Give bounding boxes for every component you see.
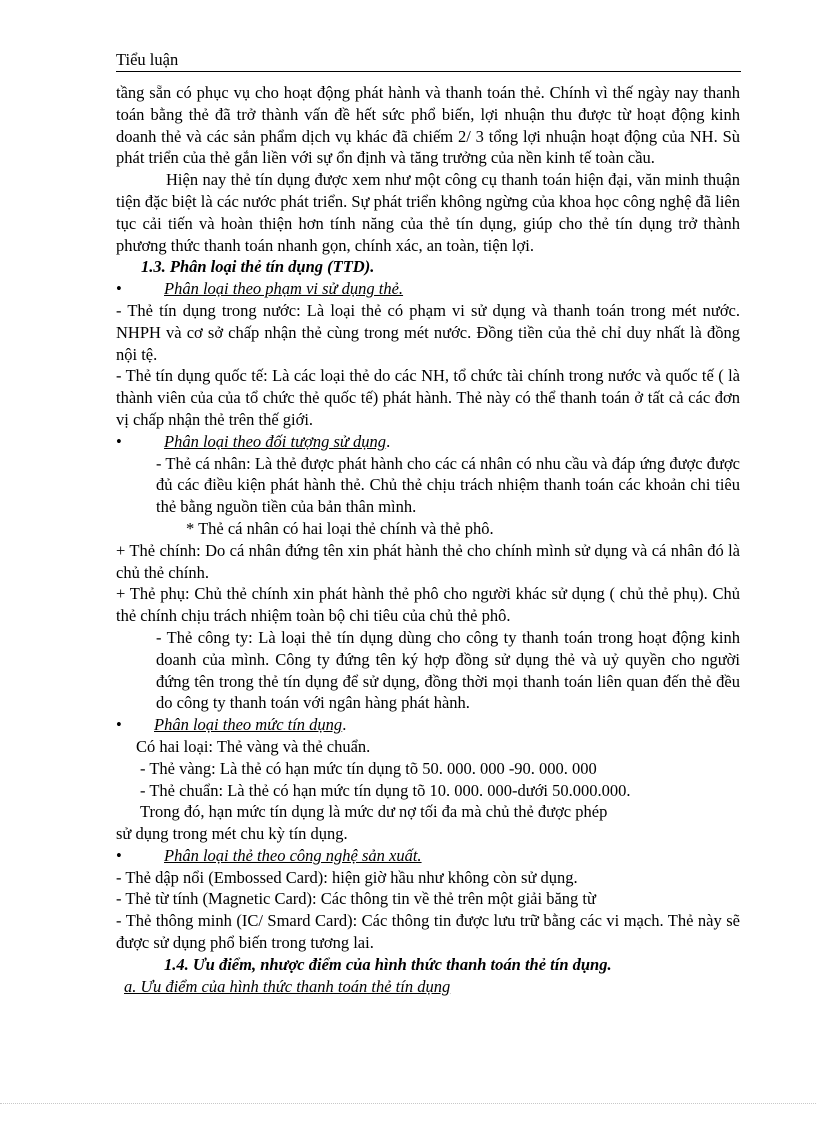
bullet-marker: • (116, 845, 122, 865)
company-card-text: - Thẻ công ty: Là loại thẻ tín dụng dùng cho công ty thanh toán trong hoạt động kinh doanh của mình. Công ty đứng tên ký hợp đồng sử dụng thẻ và uỷ quyền cho người đứng tên trong thẻ tín dụng để sử dụng, đồng thời mọi thanh toán liên quan đến thẻ đều do công ty thanh toán với ngân hàng phát hành. (156, 627, 740, 713)
section-heading-1-4: 1.4. Ưu điểm, nhược điểm của hình thức thanh toán thẻ tín dụng. (164, 954, 612, 974)
embossed-card-text: - Thẻ dập nổi (Embossed Card): hiện giờ hầu như không còn sử dụng. (116, 867, 578, 887)
domestic-card-text: - Thẻ tín dụng trong nước: Là loại thẻ có phạm vi sử dụng và thanh toán trong mét nước. NHPH và cơ sở chấp nhận thẻ cùng trong mét nước. Đồng tiền của thẻ chỉ duy nhất là đồng nội tệ. (116, 300, 740, 364)
magnetic-card-text: - Thẻ từ tính (Magnetic Card): Các thông tin về thẻ trên một giải băng từ (116, 889, 596, 909)
subsection-heading-a: a. Ưu điểm của hình thức thanh toán thẻ tín dụng (124, 976, 451, 996)
page-header: Tiểu luận (116, 50, 179, 69)
personal-card-text: - Thẻ cá nhân: Là thẻ được phát hành cho các cá nhân có nhu cầu và đáp ứng được được đủ các điều kiện phát hành thẻ. Chủ thẻ chịu trách nhiệm thanh toán các khoản chi tiêu thẻ bằng nguồn tiền của bản thân mình. (156, 453, 740, 517)
standard-card-text: - Thẻ chuẩn: Là thẻ có hạn mức tín dụng tõ 10. 000. 000-dưới 50.000.000. (140, 780, 631, 800)
credit-limit-text-line1: Trong đó, hạn mức tín dụng là mức dư nợ tối đa mà chủ thẻ được phép (140, 802, 608, 822)
header-rule (116, 71, 741, 72)
bullet-marker: • (116, 279, 122, 299)
bullet-technology-title: Phân loại thẻ theo công nghệ sản xuất. (164, 845, 422, 865)
bullet-user-period: . (386, 431, 391, 451)
credit-limit-text-line2: sử dụng trong mét chu kỳ tín dụng. (116, 824, 348, 844)
page-bottom-rule (0, 1103, 816, 1104)
paragraph-1: tầng sẵn có phục vụ cho hoạt động phát hành và thanh toán thẻ. Chính vì thế ngày nay thanh toán bằng thẻ đã trở thành vấn đề hết sức phổ biến, lợi nhuận thu được từ hoạt động kinh doanh thẻ và các sản phẩm dịch vụ khác đã chiếm 2/ 3 tổng lợi nhuận hoạt động của NH. Sù phát triển của thẻ gắn liền với sự ổn định và tăng trưởng của nền kinh tế toàn cầu. (116, 83, 740, 168)
bullet-user (116, 431, 740, 453)
section-heading-1-3: 1.3. Phân loại thẻ tín dụng (TTD). (141, 257, 375, 277)
paragraph-2: Hiện nay thẻ tín dụng được xem như một công cụ thanh toán hiện đại, văn minh thuận tiện đặc biệt là các nước phát triển. Sự phát triển không ngừng của khoa học công nghệ đã liên tục cải tiến và hoàn thiện hơn tính năng của thẻ tín dụng, giúp cho thẻ tín dụng trở thành phương thức thanh toán nhanh gọn, chính xác, an toàn, tiện lợi. (116, 170, 740, 255)
bullet-technology (116, 845, 740, 867)
bullet-marker: • (116, 431, 122, 451)
bullet-user-title: Phân loại theo đối tượng sử dụng (164, 431, 387, 451)
main-card-text: + Thẻ chính: Do cá nhân đứng tên xin phát hành thẻ cho chính mình sử dụng và cá nhân đó là chủ thẻ chính. (116, 540, 740, 582)
international-card-text: - Thẻ tín dụng quốc tế: Là các loại thẻ do các NH, tổ chức tài chính trong nước và quốc tế ( là thành viên của của tổ chức thẻ quốc tế) phát hành. Thẻ này có thể thanh toán ở tất cả các đơn vị chấp nhận thẻ trên thế giới. (116, 366, 740, 429)
personal-card-types: * Thẻ cá nhân có hai loại thẻ chính và thẻ phô. (186, 518, 494, 538)
bullet-credit-level-period: . (342, 715, 347, 735)
two-card-types: Có hai loại: Thẻ vàng và thẻ chuẩn. (136, 736, 371, 756)
bullet-credit-level-title: Phân loại theo mức tín dụng (154, 715, 343, 735)
bullet-marker: • (116, 715, 122, 735)
bullet-credit-level (116, 714, 740, 736)
smart-card-text: - Thẻ thông minh (IC/ Smard Card): Các thông tin được lưu trữ bằng các vi mạch. Thẻ này sẽ được sử dụng phổ biến trong tương lai. (116, 911, 740, 953)
bullet-scope (116, 278, 740, 300)
bullet-scope-title: Phân loại theo phạm vi sử dụng thẻ. (164, 279, 404, 299)
gold-card-text: - Thẻ vàng: Là thẻ có hạn mức tín dụng tõ 50. 000. 000 -90. 000. 000 (140, 758, 597, 778)
supplementary-card-text: + Thẻ phụ: Chủ thẻ chính xin phát hành thẻ phô cho người khác sử dụng ( chủ thẻ phụ). Chủ thẻ chính chịu trách nhiệm toàn bộ chi tiêu của chủ thẻ phô. (116, 584, 740, 626)
document-body (116, 82, 740, 997)
